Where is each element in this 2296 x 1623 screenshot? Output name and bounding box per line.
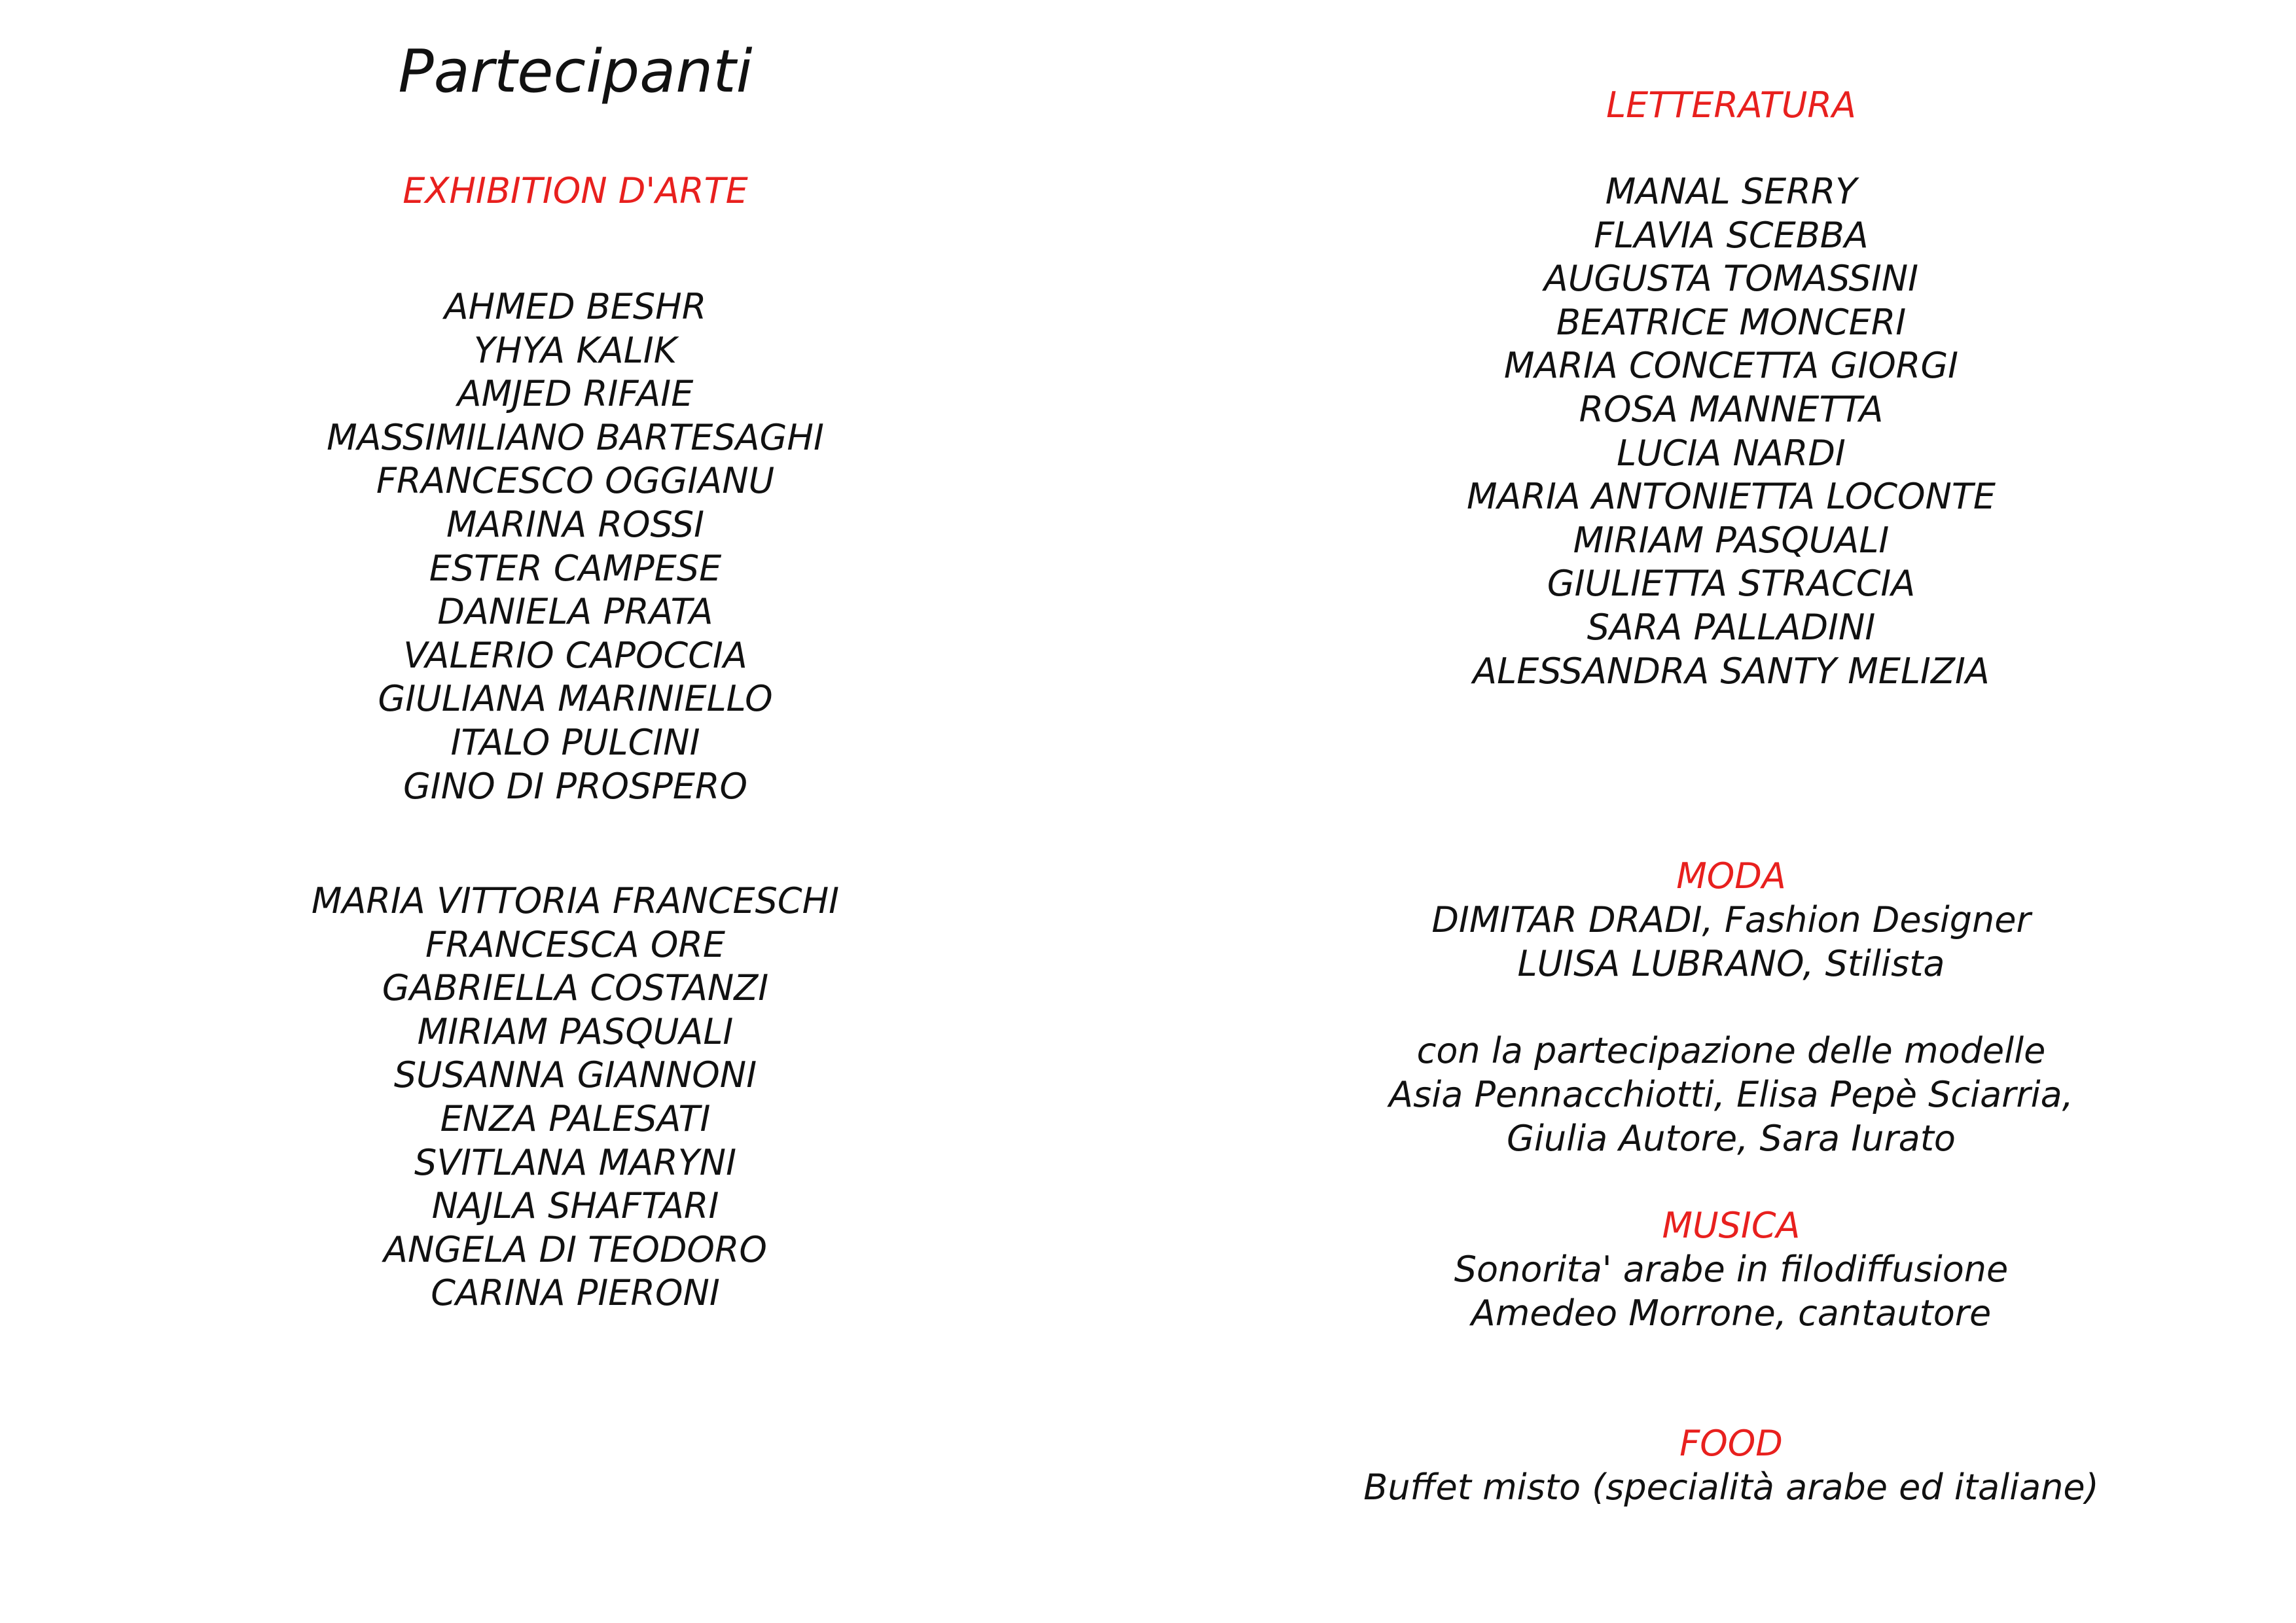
models-line-1: Asia Pennacchiotti, Elisa Pepè Sciarria, — [1389, 1074, 2073, 1115]
author-name: MARIA ANTONIETTA LOCONTE — [1466, 476, 1996, 518]
author-name: BEATRICE MONCERI — [1556, 301, 1907, 343]
fashion-stylist-line: LUISA LUBRANO, Stilista — [1517, 943, 1945, 984]
literature-authors-list — [1338, 170, 2124, 693]
artist-name: SVITLANA MARYNI — [414, 1141, 736, 1183]
author-name: SARA PALLADINI — [1587, 606, 1876, 648]
artist-name: CARINA PIERONI — [431, 1272, 720, 1314]
artist-name: DANIELA PRATA — [437, 591, 713, 633]
author-name: ROSA MANNETTA — [1579, 388, 1884, 430]
music-line-1: Sonorita' arabe in filodiffusione — [1454, 1249, 2009, 1290]
art-artists-list-1 — [183, 285, 968, 808]
artist-name: FRANCESCO OGGIANU — [376, 460, 775, 502]
author-name: MIRIAM PASQUALI — [1573, 519, 1890, 561]
artist-name: VALERIO CAPOCCIA — [403, 634, 747, 676]
models-line-2: Giulia Autore, Sara Iurato — [1507, 1118, 1956, 1159]
author-name: FLAVIA SCEBBA — [1594, 214, 1869, 256]
food-heading: FOOD — [1679, 1423, 1783, 1464]
fashion-designer-line: DIMITAR DRADI, Fashion Designer — [1431, 899, 2031, 940]
artist-name: YHYA KALIK — [473, 329, 677, 371]
artist-name: GIULIANA MARINIELLO — [378, 678, 773, 720]
artist-name: AMJED RIFAIE — [457, 373, 694, 415]
author-name: ALESSANDRA SANTY MELIZIA — [1473, 650, 1990, 692]
artist-name: MARIA VITTORIA FRANCESCHI — [311, 880, 840, 921]
artist-name: FRANCESCA ORE — [425, 923, 725, 965]
artist-name: NAJLA SHAFTARI — [431, 1185, 719, 1227]
artist-name: MASSIMILIANO BARTESAGHI — [327, 416, 824, 458]
literature-heading: LETTERATURA — [1606, 84, 1856, 126]
author-name: MARIA CONCETTA GIORGI — [1503, 345, 1959, 387]
author-name: LUCIA NARDI — [1617, 432, 1846, 474]
artist-name: MIRIAM PASQUALI — [417, 1010, 734, 1052]
fashion-heading: MODA — [1676, 855, 1786, 897]
artist-name: GINO DI PROSPERO — [403, 765, 748, 807]
art-artists-list-2 — [183, 880, 968, 1315]
models-intro: con la partecipazione delle modelle — [1416, 1030, 2046, 1071]
artist-name: ANGELA DI TEODORO — [384, 1228, 767, 1270]
artist-name: ENZA PALESATI — [440, 1097, 711, 1139]
author-name: MANAL SERRY — [1605, 171, 1857, 212]
food-line: Buffet misto (specialità arabe ed italiane) — [1363, 1467, 2099, 1508]
artist-name: GABRIELLA COSTANZI — [382, 967, 769, 1009]
artist-name: MARINA ROSSI — [446, 503, 705, 545]
page-title: Partecipanti — [398, 37, 753, 106]
author-name: AUGUSTA TOMASSINI — [1543, 258, 1919, 300]
artist-name: ITALO PULCINI — [450, 721, 700, 763]
artist-name: AHMED BESHR — [444, 286, 707, 327]
artist-name: SUSANNA GIANNONI — [393, 1054, 757, 1096]
music-heading: MUSICA — [1662, 1205, 1801, 1246]
art-heading: EXHIBITION D'ARTE — [403, 170, 748, 211]
music-line-2: Amedeo Morrone, cantautore — [1471, 1293, 1992, 1334]
author-name: GIULIETTA STRACCIA — [1547, 563, 1916, 605]
artist-name: ESTER CAMPESE — [429, 547, 722, 589]
